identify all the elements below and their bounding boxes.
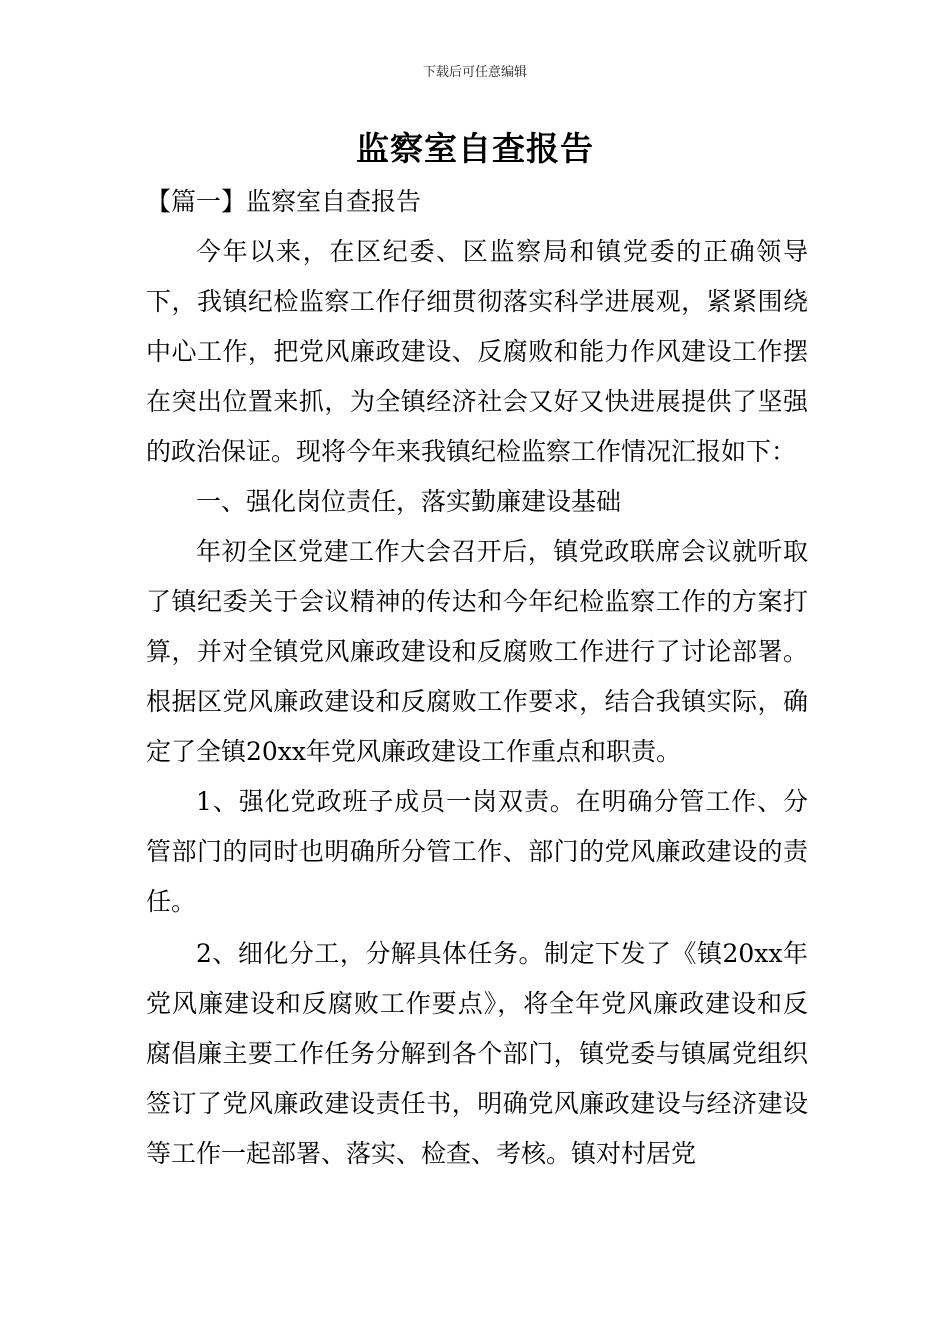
paragraph-meeting: 年初全区党建工作大会召开后，镇党政联席会议就听取了镇纪委关于会议精神的传达和今年纪检监察工作的方案打算，并对全镇党风廉政建设和反腐败工作进行了讨论部署。根据区党风廉政建设和反腐败工作要求，结合我镇实际，确定了全镇20xx年党风廉政建设工作重点和职责。 (146, 537, 808, 766)
paragraph-item-1: 1、强化党政班子成员一岗双责。在明确分管工作、分管部门的同时也明确所分管工作、部门的党风廉政建设的责任。 (146, 787, 808, 916)
document-title: 监察室自查报告 (356, 129, 594, 168)
paragraph-intro: 今年以来，在区纪委、区监察局和镇党委的正确领导下，我镇纪检监察工作仔细贯彻落实科学进展观，紧紧围绕中心工作，把党风廉政建设、反腐败和能力作风建设工作摆在突出位置来抓，为全镇经济社会又好又快进展提供了坚强的政治保证。现将今年来我镇纪检监察工作情况汇报如下： (146, 237, 808, 466)
subheading-one: 一、强化岗位责任，落实勤廉建设基础 (196, 487, 622, 516)
paragraph-item-2: 2、细化分工，分解具体任务。制定下发了《镇20xx年党风廉建设和反腐败工作要点》，将全年党风廉政建设和反腐倡廉主要工作任务分解到各个部门，镇党委与镇属党组织签订了党风廉政建设责任书，明确党风廉政建设与经济建设等工作一起部署、落实、检查、考核。镇对村居党 (146, 939, 808, 1168)
section-heading: 【篇一】监察室自查报告 (146, 187, 422, 216)
header-note: 下载后可任意编辑 (422, 65, 527, 80)
document-body (146, 177, 808, 1179)
